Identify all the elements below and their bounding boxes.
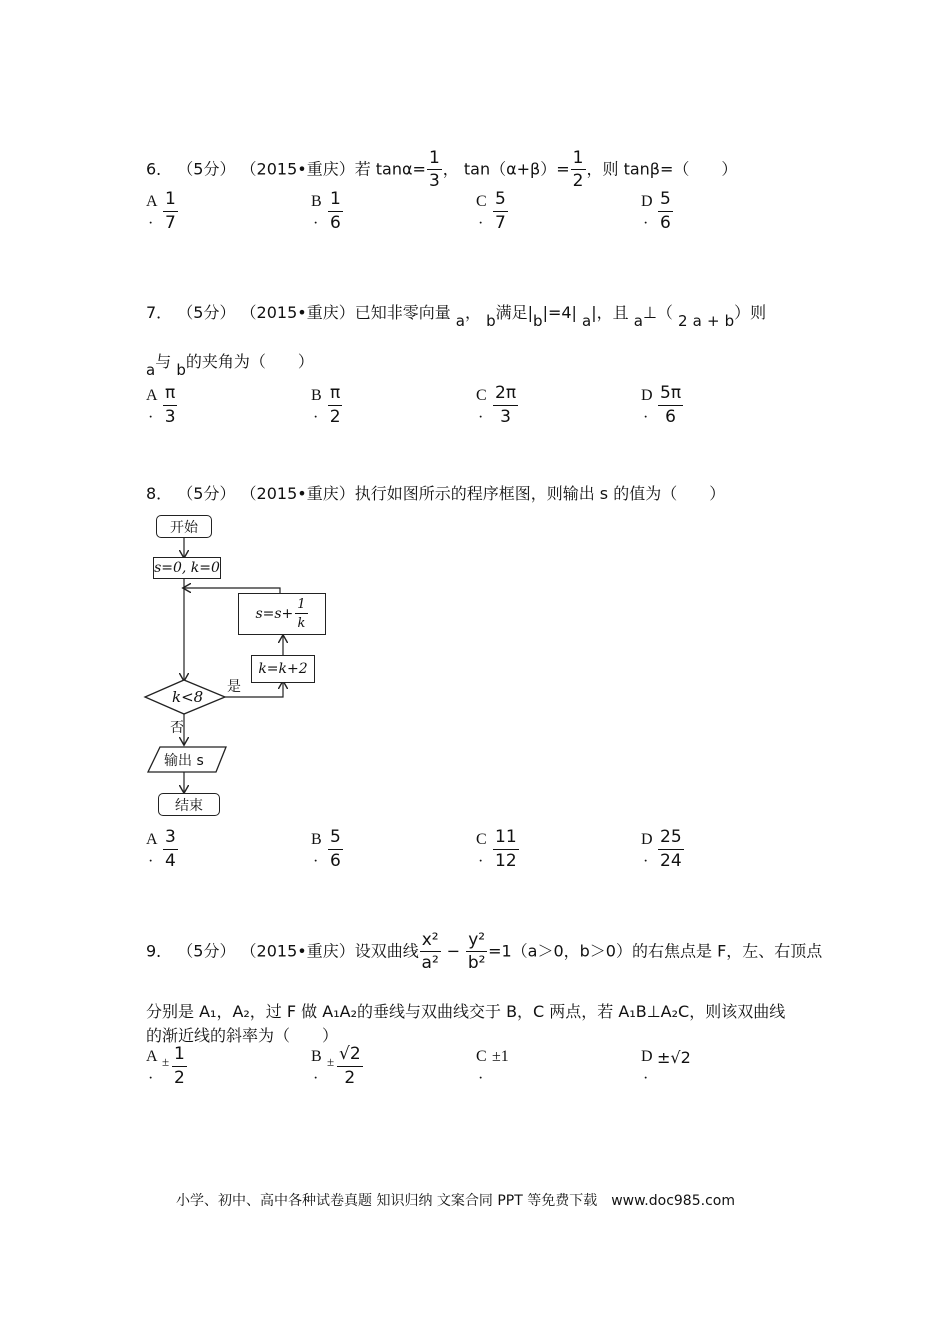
question-9-stem-line3: 的渐近线的斜率为（ ） xyxy=(146,1026,339,1045)
flow-output: 输出 s xyxy=(164,753,204,769)
flow-update-k: k=k+2 xyxy=(251,655,315,683)
flowchart xyxy=(140,510,340,820)
fraction-y2-b2: $\frac{\text{y²}}{\text{b²}}$ xyxy=(467,930,486,973)
fraction-one-half: $\frac{1}{2}$ xyxy=(572,148,584,191)
footer-text: 小学、初中、高中各种试卷真题 知识归纳 文案合同 PPT 等免费下载 www.doc985.com xyxy=(176,1193,735,1209)
fraction-x2-a2: $\frac{\text{x²}}{\text{a²}}$ xyxy=(421,930,439,973)
flow-no-label: 否 xyxy=(170,720,184,736)
flow-condition: k<8 xyxy=(172,688,204,706)
question-7-stem-line1: 7． （5分） （2015•重庆）已知非零向量 a， b满足|b|=4| a|，且 a⊥（ 2 a + b）则 xyxy=(146,303,767,330)
flow-start: 开始 xyxy=(156,515,212,538)
flow-end: 结束 xyxy=(158,793,220,816)
fraction-one-third: $\frac{1}{3}$ xyxy=(428,148,440,191)
flow-yes-label: 是 xyxy=(227,679,241,695)
flow-update-s: s=s+ $\frac{1}{k}$ xyxy=(238,593,326,635)
question-9-stem-line2: 分别是 A₁，A₂，过 F 做 A₁A₂的垂线与双曲线交于 B，C 两点，若 A₁B⊥A₂C，则该双曲线 xyxy=(146,1002,786,1021)
question-8-stem: 8． （5分） （2015•重庆）执行如图所示的程序框图，则输出 s 的值为（ ） xyxy=(146,484,726,503)
question-6-stem: 6． （5分） （2015•重庆）若 tanα= $\frac{1}{3}$ ， tan（α+β）= $\frac{1}{2}$ ，则 tanβ=（ ） xyxy=(146,148,738,191)
question-7-stem-line2: a与 b的夹角为（ ） xyxy=(146,352,314,379)
flow-init: s=0, k=0 xyxy=(153,557,221,579)
question-9-stem-line1: 9． （5分） （2015•重庆）设双曲线 $\frac{\text{x²}}{\text{a²}}$ − $\frac{\text{y²}}{\text{b²}}$ =1（a＞0，b＞0）的右焦点是 F，左、右顶点 xyxy=(146,930,823,973)
